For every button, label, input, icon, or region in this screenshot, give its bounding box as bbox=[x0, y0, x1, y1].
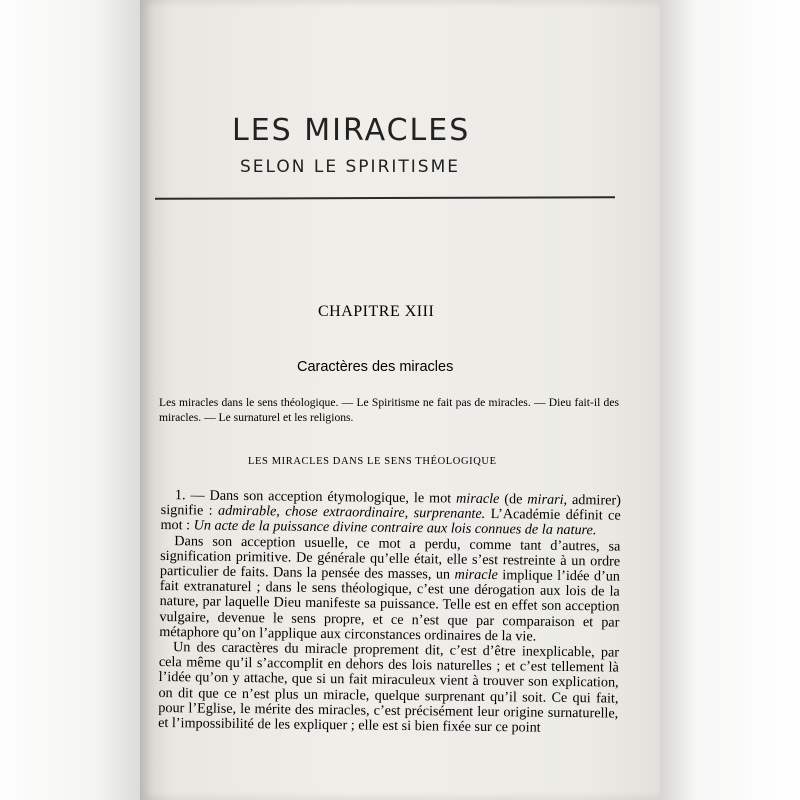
section-title: Caractères des miracles bbox=[297, 359, 454, 375]
chapter-summary bbox=[159, 395, 619, 425]
background-right bbox=[660, 0, 800, 800]
summary-text: Les miracles dans le sens théologique. — Le Spiritisme ne fait pas de miracles. — Dieu fait-il des miracles. — Le surnaturel et les religions. bbox=[159, 396, 619, 424]
page-subtitle: SELON LE SPIRITISME bbox=[240, 157, 460, 177]
chapter-heading: CHAPITRE XIII bbox=[318, 303, 435, 320]
paragraph-3: Un des caractères du miracle proprement dit, c’est d’être inexplicable, par cela même qu’il s’accomplit en dehors des lois naturelles ; et c’est tellement là l’idée qu’on y attache, que si un fait miraculeux vient à trouver son explication, on dit que ce n’est plus un miracle, quelque surprenant qu’il soit. Ce qui fait, pour l’Eglise, le mérite des miracles, c’est précisément leur origine surnaturelle, et l’impossibilité de les expliquer ; elle est si bien fixée sur ce point bbox=[158, 639, 620, 736]
paragraph-1: 1. — Dans son acception étymologique, le mot miracle (de mirari, admirer) signifie : admirable, chose extraordinaire, surprenante. L’Académie définit ce mot : Un acte de la puissance divine contraire aux lois connues de la nature. bbox=[160, 487, 621, 539]
paragraph-2: Dans son acception usuelle, ce mot a perdu, comme tant d’autres, sa signification primitive. De générale qu’elle était, elle s’est restreinte à un ordre particulier de faits. Dans la pensée des masses, un miracle implique l’idée d’un fait extranaturel ; dans le sens théologique, c’est une dérogation aux lois de la nature, par laquelle Dieu manifeste sa puissance. Telle est en effet son acception vulgaire, devenue le sens propre, et ce n’est que par comparaison et par métaphore qu’on l’applique aux circonstances ordinaires de la vie. bbox=[159, 532, 621, 645]
body-text bbox=[158, 488, 621, 737]
background-left bbox=[0, 0, 140, 800]
page-title: LES MIRACLES bbox=[232, 113, 471, 148]
section-heading: LES MIRACLES DANS LE SENS THÉOLOGIQUE bbox=[248, 456, 497, 467]
